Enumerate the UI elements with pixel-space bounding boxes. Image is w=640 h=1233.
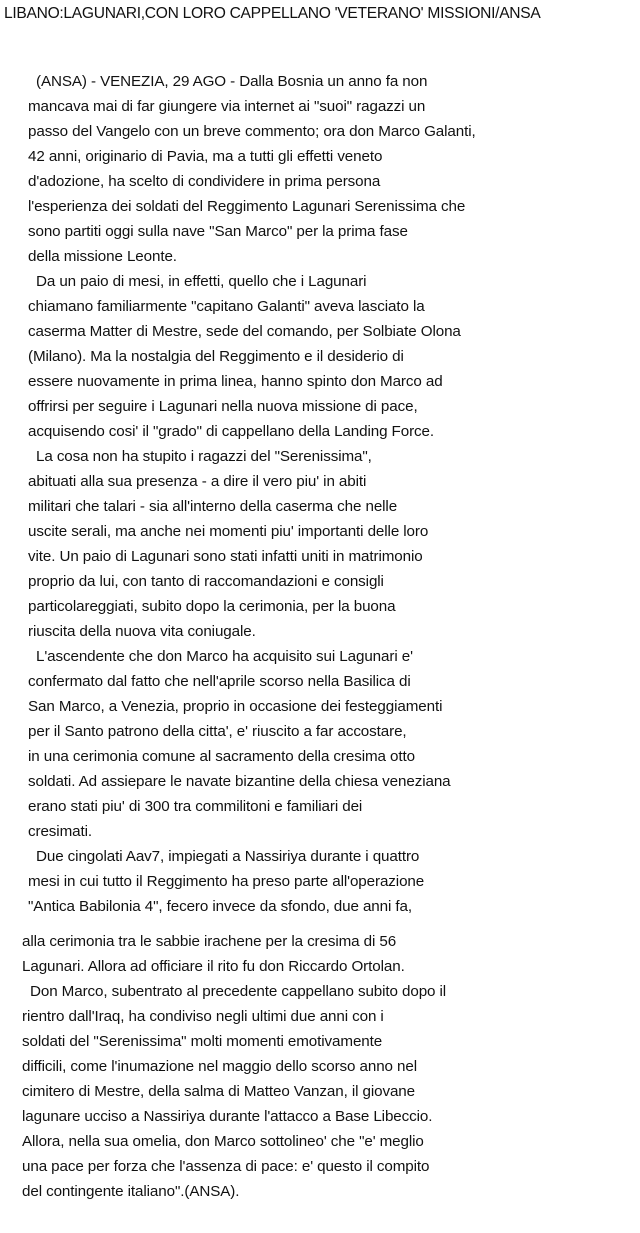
- text-line: del contingente italiano".(ANSA).: [22, 1183, 240, 1200]
- text-line: acquisendo cosi' il "grado" di cappellano della Landing Force.: [28, 423, 434, 440]
- text-line: difficili, come l'inumazione nel maggio dello scorso anno nel: [22, 1058, 417, 1075]
- text-line: per il Santo patrono della citta', e' riuscito a far accostare,: [28, 723, 407, 740]
- text-line: cimitero di Mestre, della salma di Matteo Vanzan, il giovane: [22, 1083, 415, 1100]
- headline: LIBANO:LAGUNARI,CON LORO CAPPELLANO 'VETERANO' MISSIONI/ANSA: [4, 5, 541, 22]
- text-line: l'esperienza dei soldati del Reggimento Lagunari Serenissima che: [28, 198, 466, 215]
- text-line: "Antica Babilonia 4", fecero invece da sfondo, due anni fa,: [28, 898, 412, 915]
- text-line: una pace per forza che l'assenza di pace: e' questo il compito: [22, 1158, 430, 1175]
- text-line: particolareggiati, subito dopo la cerimonia, per la buona: [28, 598, 396, 615]
- text-line: Due cingolati Aav7, impiegati a Nassiriya durante i quattro: [36, 848, 420, 865]
- text-line: Da un paio di mesi, in effetti, quello che i Lagunari: [36, 273, 367, 290]
- text-line: vite. Un paio di Lagunari sono stati infatti uniti in matrimonio: [28, 548, 423, 565]
- text-line: della missione Leonte.: [28, 248, 177, 265]
- text-line: lagunare ucciso a Nassiriya durante l'attacco a Base Libeccio.: [22, 1108, 433, 1125]
- text-line: passo del Vangelo con un breve commento; ora don Marco Galanti,: [28, 123, 476, 140]
- text-line: erano stati piu' di 300 tra commilitoni e familiari dei: [28, 798, 363, 815]
- text-line: uscite serali, ma anche nei momenti piu' importanti delle loro: [28, 523, 429, 540]
- text-line: Lagunari. Allora ad officiare il rito fu don Riccardo Ortolan.: [22, 958, 405, 975]
- text-line: riuscita della nuova vita coniugale.: [28, 623, 256, 640]
- text-line: chiamano familiarmente "capitano Galanti" aveva lasciato la: [28, 298, 425, 315]
- text-line: cresimati.: [28, 823, 92, 840]
- text-line: rientro dall'Iraq, ha condiviso negli ultimi due anni con i: [22, 1008, 384, 1025]
- text-line: Allora, nella sua omelia, don Marco sottolineo' che "e' meglio: [22, 1133, 424, 1150]
- text-line: sono partiti oggi sulla nave "San Marco" per la prima fase: [28, 223, 408, 240]
- text-line: 42 anni, originario di Pavia, ma a tutti gli effetti veneto: [28, 148, 383, 165]
- text-line: L'ascendente che don Marco ha acquisito sui Lagunari e': [36, 648, 413, 665]
- text-line: confermato dal fatto che nell'aprile scorso nella Basilica di: [28, 673, 411, 690]
- text-line: (ANSA) - VENEZIA, 29 AGO - Dalla Bosnia un anno fa non: [36, 73, 428, 90]
- text-line: abituati alla sua presenza - a dire il vero piu' in abiti: [28, 473, 367, 490]
- text-line: San Marco, a Venezia, proprio in occasione dei festeggiamenti: [28, 698, 443, 715]
- text-line: La cosa non ha stupito i ragazzi del "Serenissima",: [36, 448, 372, 465]
- text-line: (Milano). Ma la nostalgia del Reggimento e il desiderio di: [28, 348, 404, 365]
- text-line: alla cerimonia tra le sabbie irachene per la cresima di 56: [22, 933, 397, 950]
- text-line: soldati del "Serenissima" molti momenti emotivamente: [22, 1033, 383, 1050]
- text-line: militari che talari - sia all'interno della caserma che nelle: [28, 498, 398, 515]
- text-line: caserma Matter di Mestre, sede del comando, per Solbiate Olona: [28, 323, 461, 340]
- text-line: essere nuovamente in prima linea, hanno spinto don Marco ad: [28, 373, 443, 390]
- text-line: d'adozione, ha scelto di condividere in prima persona: [28, 173, 381, 190]
- text-line: proprio da lui, con tanto di raccomandazioni e consigli: [28, 573, 384, 590]
- text-line: mesi in cui tutto il Reggimento ha preso parte all'operazione: [28, 873, 425, 890]
- text-line: in una cerimonia comune al sacramento della cresima otto: [28, 748, 415, 765]
- text-line: soldati. Ad assiepare le navate bizantine della chiesa veneziana: [28, 773, 451, 790]
- text-line: mancava mai di far giungere via internet ai "suoi" ragazzi un: [28, 98, 426, 115]
- text-line: Don Marco, subentrato al precedente cappellano subito dopo il: [30, 983, 447, 1000]
- text-line: offrirsi per seguire i Lagunari nella nuova missione di pace,: [28, 398, 418, 415]
